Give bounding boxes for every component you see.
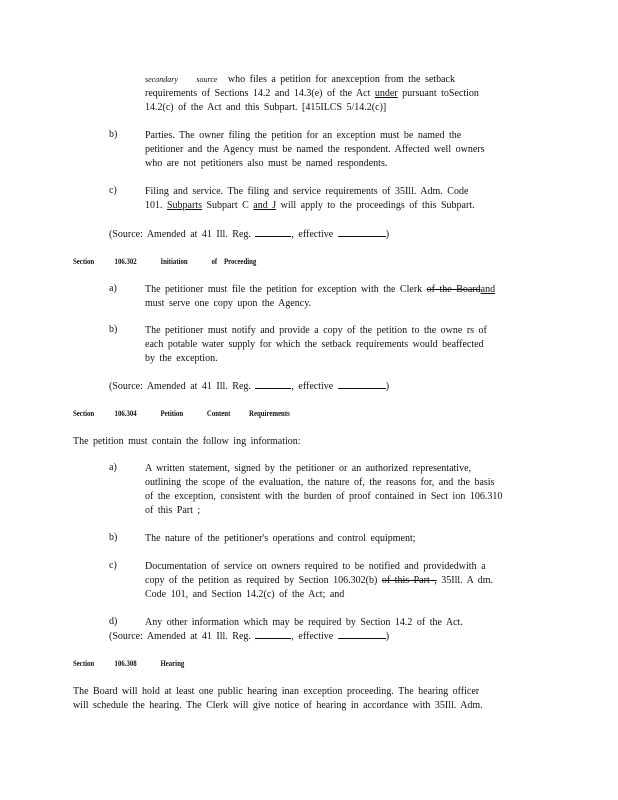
item-label: b) [109,129,118,140]
source-text: (Source: Amended at 41 Ill. Reg. [109,631,251,642]
list-item [145,283,495,311]
source-note [109,379,389,394]
text-line: Parties. The owner filing the petition for an exception must be named the [145,130,462,141]
text: copy of the petition as required by Section 106.302(b) [145,575,378,586]
text-line: A written statement, signed by the petitioner or an authorized representative, [145,463,472,474]
text: 35Ill. A dm. [441,575,494,586]
source-text: (Source: Amended at 41 Ill. Reg. [109,229,251,240]
section-number: 106.302 [114,257,137,266]
section-heading [73,659,184,668]
source-text: , effective [291,381,334,392]
text-line: 14.2(c) of the Act and this Subpart. [415ILCS 5/14.2(c)] [145,102,387,113]
struck-deletion: of this Part , [381,575,437,586]
section-heading [73,257,256,266]
intro-paragraph [73,435,301,449]
text-line: Filing and service. The filing and service requirements of 35Ill. Adm. Code [145,186,469,197]
text: The petitioner must file the petition for exception with the Clerk [145,284,423,295]
section-number: 106.304 [114,409,137,418]
text-line [145,199,475,213]
continuation-paragraph [145,73,479,115]
struck-deletion: of the Board [426,284,481,295]
text: 101. [145,200,163,211]
section-title: Initiation [160,257,188,266]
text-line [145,87,479,101]
underlined-insertion: and [480,284,496,295]
section-title: Content [206,409,231,418]
italic-term: secondary [145,75,178,84]
section-heading [73,409,290,418]
item-label: c) [109,185,117,196]
text-line [145,73,479,87]
list-item [145,129,485,171]
text-line: who are not petitioners also must be named respondents. [145,158,388,169]
section-label: Section [73,257,95,266]
list-item [145,185,475,213]
text-line: The Board will hold at least one public hearing inan exception proceeding. The hearing officer [73,686,480,697]
underlined-insertion: Subparts [167,200,202,211]
text-line: The petition must contain the follow ing information: [73,436,301,447]
source-note [109,629,389,644]
blank-line [338,379,386,389]
text-line [145,574,493,588]
text: pursuant toSection [402,88,479,99]
text-line: Any other information which may be required by Section 14.2 of the Act. [145,617,463,628]
text: who files a petition for anexception from the setback [227,74,455,85]
text: requirements of Sections 14.2 and 14.3(e) of the Act [145,88,371,99]
text: will apply to the proceedings of this Subpart. [280,200,475,211]
list-item [145,560,493,602]
item-label: b) [109,532,118,543]
section-number: 106.308 [114,659,137,668]
text-line: The nature of the petitioner's operations and control equipment; [145,533,416,544]
section-title: Requirements [249,409,290,418]
source-note [109,227,389,242]
italic-term: source [196,75,218,84]
source-text: ) [385,229,390,240]
section-title: of [211,257,218,266]
item-label: a) [109,462,117,473]
text-line: petitioner and the Agency must be named the respondent. Affected well owners [145,144,485,155]
source-text: ) [385,631,390,642]
item-label: c) [109,560,117,571]
item-label: d) [109,616,118,627]
blank-line [255,379,291,389]
text-line: of the exception, consistent with the burden of proof contained in Sect ion 106.310 [145,491,503,502]
text-line: Documentation of service on owners required to be notified and providedwith a [145,561,486,572]
underlined-insertion: under [374,88,398,99]
section-label: Section [73,409,95,418]
list-item [145,462,502,518]
section-title: Proceeding [223,257,257,266]
blank-line [255,629,291,639]
source-text: , effective [291,631,334,642]
item-label: a) [109,283,117,294]
list-item [145,324,487,366]
text-line: by the exception. [145,353,218,364]
text-line: must serve one copy upon the Agency. [145,298,312,309]
section-label: Section [73,659,95,668]
text-line: each potable water supply for which the setback requirements would beaffected [145,339,484,350]
blank-line [338,629,386,639]
text-line: The petitioner must notify and provide a copy of the petition to the owne rs of [145,325,487,336]
list-item [145,532,416,546]
section-title: Hearing [160,659,185,668]
text-line: Code 101, and Section 14.2(c) of the Act; and [145,589,345,600]
source-text: ) [385,381,390,392]
text-line: will schedule the hearing. The Clerk will give notice of hearing in accordance with 35Ill. Adm. [73,700,483,711]
underlined-insertion: and J [253,200,277,211]
blank-line [338,227,386,237]
source-text: (Source: Amended at 41 Ill. Reg. [109,381,251,392]
text-line: outlining the scope of the evaluation, the nature of, the reasons for, and the basis [145,477,495,488]
text-line [145,283,495,297]
hearing-paragraph [73,685,483,713]
source-text: , effective [291,229,334,240]
list-item [145,616,463,630]
text: Subpart C [206,200,249,211]
item-label: b) [109,324,118,335]
section-title: Petition [160,409,184,418]
text-line: of this Part ; [145,505,201,516]
blank-line [255,227,291,237]
